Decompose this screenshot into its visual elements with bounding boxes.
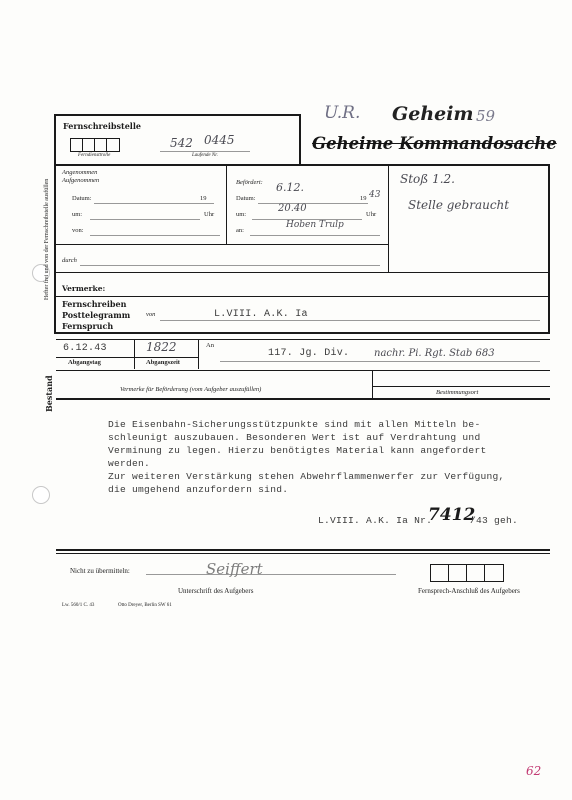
receipt-divider	[226, 164, 227, 244]
message-line: Verminung zu legen. Hierzu benötigtes Material kann angefordert	[108, 445, 487, 456]
remarks-top	[56, 370, 550, 371]
message-from-rule	[160, 320, 540, 321]
message-reference-prefix: L.VIII. A.K. Ia Nr.	[318, 515, 433, 526]
vermerke-top	[56, 272, 548, 273]
remarks-divider	[372, 370, 373, 398]
message-line: Zur weiteren Verstärkung stehen Abwehrflammenwerfer zur Verfügung,	[108, 471, 505, 482]
message-type-3: Fernspruch	[62, 321, 114, 331]
message-type-1: Fernschreiben	[62, 299, 127, 309]
receipt-bottom	[56, 244, 388, 245]
not-transmit-label: Nicht zu übermitteln:	[70, 567, 130, 575]
receipt-year-prefix: 19	[200, 195, 207, 202]
station-sublabel-right: Laufende Nr.	[192, 153, 218, 158]
station-number: 542	[170, 136, 193, 150]
dispatch-to-copy: nachr. Pi. Rgt. Stab 683	[374, 348, 495, 359]
destination-label: Bestimmungsort	[436, 389, 479, 396]
signature: Seiffert	[206, 560, 263, 578]
dispatch-date-label: Abgangstag	[68, 359, 101, 366]
frame-bottom	[54, 332, 550, 334]
message-reference-suffix: /43 geh.	[470, 515, 519, 526]
dispatch-label-rule	[56, 357, 198, 358]
dispatch-date: 6.12.43	[63, 343, 107, 354]
phone-box-2	[448, 564, 468, 582]
frame-top	[54, 114, 301, 116]
page-number: 62	[526, 764, 542, 778]
message-from: L.VIII. A.K. Ia	[214, 309, 308, 320]
receipt-by-label: durch	[62, 257, 77, 264]
signature-label: Unterschrift des Aufgebers	[178, 587, 254, 595]
forward-to: Hoben Trulp	[286, 220, 344, 230]
printer-name: Otto Dreyer, Berlin SW 61	[118, 603, 172, 608]
destination-rule	[372, 386, 550, 387]
classification-title: Geheime Kommandosache	[312, 134, 557, 153]
receipt-date-rule	[94, 203, 214, 204]
phone-box-4	[484, 564, 504, 582]
side-stamp: Bestand	[44, 375, 54, 412]
forward-to-label: an:	[236, 227, 244, 234]
receipt-time-unit: Uhr	[204, 211, 215, 218]
station-sublabel-left: Ferndiensttrolle	[78, 153, 111, 158]
forward-label: Befördert:	[236, 179, 263, 186]
station-box-4	[106, 138, 120, 152]
receipt-time-rule	[90, 219, 200, 220]
side-note: Hefter frei und von der Fernschreibstelle ausfüllen	[44, 178, 50, 300]
forward-date-label: Datum:	[236, 195, 256, 202]
dispatch-top	[56, 339, 550, 340]
forward-year: 43	[369, 190, 381, 200]
receipt-by-rule	[80, 265, 380, 266]
punch-hole-bottom	[32, 486, 50, 504]
phone-box-1	[430, 564, 450, 582]
received-label2: Aufgenommen	[62, 177, 100, 184]
frame-left	[54, 114, 56, 166]
pencil-stamp: U.R.	[324, 103, 361, 123]
receipt-time-label: um:	[72, 211, 83, 218]
received-label1: Angenommen	[62, 169, 98, 176]
dispatch-time-label: Abgangszeit	[146, 359, 180, 366]
forward-time-unit: Uhr	[366, 211, 377, 218]
remarks-label: Vermerke für Beförderung (vom Aufgeber auszufüllen)	[120, 386, 262, 393]
forward-year-prefix: 19	[360, 195, 367, 202]
dispatch-to-label: An	[206, 342, 214, 349]
forward-divider	[388, 164, 389, 272]
station-title: Fernschreibstelle	[63, 121, 141, 131]
message-type-2: Posttelegramm	[62, 310, 131, 320]
dispatch-to: 117. Jg. Div.	[268, 348, 350, 359]
not-transmit-rule	[146, 574, 396, 575]
footer-rule-top	[56, 549, 550, 551]
receipt-from-rule	[90, 235, 220, 236]
station-sequence: 0445	[204, 133, 235, 147]
frame-left-lower	[54, 164, 56, 334]
vermerke-bottom	[56, 296, 548, 297]
message-line: die umgehend anzufordern sind.	[108, 484, 289, 495]
frame-mid	[54, 164, 550, 166]
footer-rule-bottom	[56, 553, 550, 554]
heading-geheim: Geheim	[392, 103, 474, 125]
dispatch-divider-2	[198, 339, 199, 369]
forward-date: 6.12.	[276, 181, 304, 194]
remarks-bottom	[56, 398, 550, 400]
phone-box-3	[466, 564, 486, 582]
dispatch-divider-1	[134, 339, 135, 369]
form-number: Lw. 560/1 C. 43	[62, 603, 95, 608]
dispatch-to-rule	[220, 361, 540, 362]
margin-note-2: Stelle gebraucht	[408, 198, 510, 212]
dispatch-time: 1822	[146, 340, 177, 354]
message-line: Die Eisenbahn-Sicherungsstützpunkte sind mit allen Mitteln be-	[108, 419, 481, 430]
station-rule	[160, 151, 250, 152]
phone-label: Fernsprech-Anschluß des Aufgebers	[418, 587, 520, 595]
margin-note-1: Stoß 1.2.	[400, 172, 455, 186]
message-from-label: von	[146, 311, 156, 318]
receipt-from-label: von:	[72, 227, 84, 234]
stamp-number: 59	[476, 107, 496, 125]
forward-to-rule	[250, 235, 380, 236]
forward-date-rule	[258, 203, 368, 204]
frame-right	[548, 164, 550, 334]
message-reference-number: 7412	[428, 505, 476, 525]
frame-right-upper	[299, 114, 301, 166]
forward-time: 20.40	[278, 203, 307, 214]
message-line: schleunigt auszubauen. Besonderen Wert ist auf Verdrahtung und	[108, 432, 481, 443]
receipt-date-label: Datum:	[72, 195, 92, 202]
forward-time-label: um:	[236, 211, 247, 218]
message-line: werden.	[108, 458, 151, 469]
vermerke-label: Vermerke:	[62, 284, 106, 293]
